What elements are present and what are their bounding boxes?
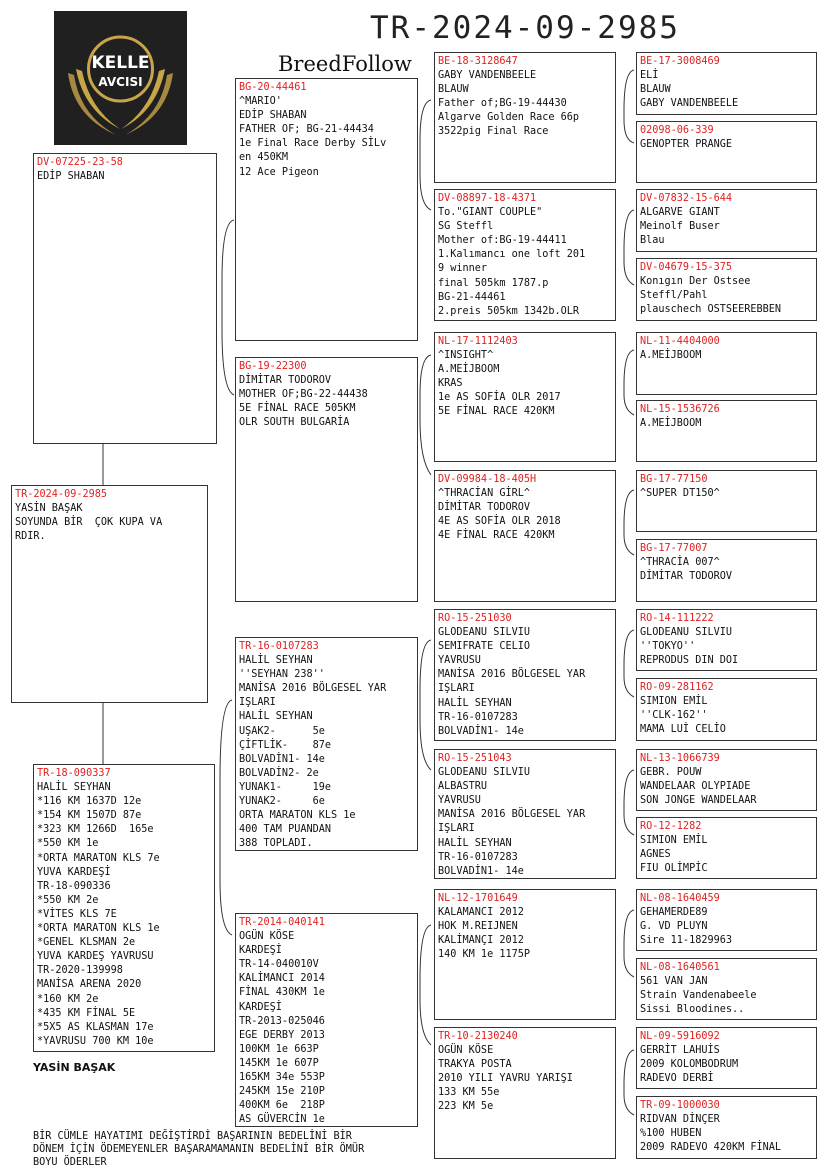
pigeon-info-line: 400 TAM PUANDAN [239, 824, 332, 836]
pigeon-info-line: GLODEANU SILVIU [438, 767, 531, 779]
pigeon-info-line: 5E FİNAL RACE 420KM [438, 406, 555, 418]
sire-box [33, 153, 217, 444]
pigeon-info-line: FİNAL 430KM 1e [239, 987, 325, 999]
pigeon-info-line: YAVRUSU [438, 655, 481, 667]
pigeon-info-line: ORTA MARATON KLS 1e [239, 810, 356, 822]
g3-pedigree-box [434, 189, 616, 321]
pigeon-info-line: GLODEANU SILVIU [640, 627, 733, 639]
pigeon-info-line: 2009 RADEVO 420KM FİNAL [640, 1142, 782, 1154]
pigeon-info-line: SIMION EMİL [640, 835, 708, 847]
logo-text-line2: AVCISI [98, 75, 143, 89]
pigeon-info-line: A.MEİJBOOM [640, 418, 702, 430]
pigeon-info-line: A.MEİJBOOM [640, 350, 702, 362]
pigeon-info-line: BOLVADİN2- 2e [239, 767, 319, 779]
pigeon-info-line: KALAMANCI 2012 [438, 907, 524, 919]
ring-number: BG-19-22300 [239, 361, 307, 372]
pigeon-info-line: TR-14-040010V [239, 959, 319, 971]
pigeon-info-line: 1e Final Race Derby SİLv [239, 138, 387, 150]
pigeon-info-line: ''SEYHAN 238'' [239, 669, 325, 681]
ring-number: NL-08-1640459 [640, 893, 720, 904]
pigeon-info-line: YAVRUSU [438, 795, 481, 807]
pigeon-info-line: A.MEİJBOOM [438, 364, 500, 376]
pigeon-info-line: 1.Kalımancı one loft 201 [438, 249, 586, 261]
ring-number: NL-12-1701649 [438, 893, 518, 904]
site-name: BreedFollow [278, 52, 412, 76]
g4-pedigree-box [636, 889, 817, 951]
g3-pedigree-box [434, 470, 616, 602]
pigeon-info-line: AS GÜVERCİN 1e [239, 1114, 325, 1126]
pigeon-info-line: GENOPTER PRANGE [640, 139, 733, 151]
pigeon-info-line: ALBASTRU [438, 781, 488, 793]
ring-number: NL-15-1536726 [640, 404, 720, 415]
ring-number: BE-17-3008469 [640, 56, 720, 67]
pigeon-info-line: EGE DERBY 2013 [239, 1029, 325, 1041]
pigeon-info-line: HALİL SEYHAN [438, 837, 512, 849]
pigeon-info-line: BOLVADİN1- 14e [239, 753, 325, 765]
pigeon-info-line: 561 VAN JAN [640, 976, 708, 988]
ring-number: BG-17-77007 [640, 543, 708, 554]
pigeon-info-line: 9 winner [438, 263, 488, 275]
pigeon-info-line: *323 KM 1266D 165e [37, 824, 154, 836]
pigeon-info-line: ALGARVE GIANT [640, 207, 720, 219]
pigeon-info-line: Algarve Golden Race 66p [438, 112, 580, 124]
g4-pedigree-box [636, 539, 817, 602]
g4-pedigree-box [636, 189, 817, 252]
ring-number: TR-09-1000030 [640, 1100, 720, 1111]
g4-pedigree-box [636, 678, 817, 741]
dam-box [33, 764, 215, 1052]
ring-number: BG-20-44461 [239, 82, 307, 93]
pigeon-info-line: EDİP SHABAN [37, 171, 105, 183]
pigeon-info-line: YUNAK2- 6e [239, 796, 325, 808]
ring-number: RO-09-281162 [640, 682, 714, 693]
pigeon-info-line: 4E FİNAL RACE 420KM [438, 530, 555, 542]
pigeon-info-line: G. VD PLUYN [640, 921, 708, 933]
pigeon-info-line: ÇİFTLİK- 87e [239, 739, 332, 751]
pigeon-info-line: MAMA LUİ CELİO [640, 724, 726, 736]
pigeon-info-line: SIMION EMİL [640, 696, 708, 708]
pigeon-info-line: *5X5 AS KLASMAN 17e [37, 1021, 154, 1033]
ring-number: TR-2024-09-2985 [15, 489, 108, 500]
pigeon-info-line: 400KM 6e 218P [239, 1100, 325, 1112]
pigeon-info-line: 2009 KOLOMBODRUM [640, 1059, 739, 1071]
pigeon-info-line: BOLVADİN1- 14e [438, 725, 524, 737]
pigeon-info-line: MANİSA 2016 BÖLGESEL YAR [438, 669, 586, 681]
pigeon-info-line: WANDELAAR OLYPIADE [640, 781, 751, 793]
pigeon-info-line: Sire 11-1829963 [640, 935, 733, 947]
pigeon-info-line: UŞAK2- 5e [239, 725, 325, 737]
pigeon-info-line: *550 KM 2e [37, 894, 99, 906]
pigeon-info-line: Meinolf Buser [640, 221, 720, 233]
kelle-avcisi-logo [54, 11, 187, 145]
pigeon-info-line: 3522pig Final Race [438, 126, 549, 138]
pigeon-info-line: TR-18-090336 [37, 880, 111, 892]
pigeon-info-line: BG-21-44461 [438, 291, 506, 303]
ring-number: NL-13-1066739 [640, 753, 720, 764]
quote-line: BİR CÜMLE HAYATIMI DEĞİŞTİRDİ BAŞARININ BEDELİNİ BİR [33, 1131, 352, 1142]
pigeon-info-line: GERRİT LAHUİS [640, 1045, 720, 1057]
pigeon-info-line: TR-16-0107283 [438, 711, 518, 723]
pigeon-info-line: RADEVO DERBİ [640, 1073, 714, 1085]
pigeon-info-line: IŞLARI [438, 683, 475, 695]
g4-pedigree-box [636, 609, 817, 671]
pigeon-info-line: MANİSA ARENA 2020 [37, 979, 142, 991]
pigeon-info-line: GABY VANDENBEELE [640, 98, 739, 110]
ring-number: DV-07832-15-644 [640, 193, 733, 204]
pigeon-info-line: KARDEŞİ [239, 1001, 282, 1013]
pigeon-info-line: GLODEANU SILVIU [438, 627, 531, 639]
g4-pedigree-box [636, 958, 817, 1020]
pigeon-info-line: 2.preis 505km 1342b.OLR [438, 305, 580, 317]
pigeon-info-line: Blau [640, 235, 665, 247]
pigeon-info-line: *160 KM 2e [37, 993, 99, 1005]
pigeon-info-line: MOTHER OF;BG-22-44438 [239, 389, 368, 401]
pigeon-info-line: AGNES [640, 849, 671, 861]
pigeon-info-line: Konıgın Der Ostsee [640, 276, 751, 288]
owner-name: YASİN BAŞAK [33, 1061, 116, 1074]
pigeon-info-line: SON JONGE WANDELAAR [640, 795, 757, 807]
pigeon-info-line: 2010 YILI YAVRU YARIŞI [438, 1073, 573, 1085]
pigeon-info-line: 4E AS SOFİA OLR 2018 [438, 516, 561, 528]
ring-number: BE-18-3128647 [438, 56, 518, 67]
pigeon-info-line: HALİL SEYHAN [37, 782, 111, 794]
pigeon-info-line: %100 HUBEN [640, 1128, 702, 1140]
granddam-maternal-box [235, 913, 418, 1127]
ring-number: RO-15-251043 [438, 753, 512, 764]
pigeon-info-line: ''CLK-162'' [640, 710, 708, 722]
g3-pedigree-box [434, 332, 616, 462]
pigeon-info-line: ELİ [640, 70, 659, 82]
pigeon-info-line: GEHAMERDE89 [640, 907, 708, 919]
ring-number: RO-12-1282 [640, 821, 702, 832]
pigeon-info-line: To."GIANT COUPLE" [438, 207, 543, 219]
ring-number: TR-18-090337 [37, 768, 111, 779]
pigeon-info-line: 133 KM 55e [438, 1087, 500, 1099]
ring-number: DV-08897-18-4371 [438, 193, 537, 204]
pigeon-info-line: DİMİTAR TODOROV [239, 375, 332, 387]
pigeon-info-line: HALİL SEYHAN [239, 711, 313, 723]
footer-quote [33, 1130, 423, 1169]
ring-number: NL-11-4404000 [640, 336, 720, 347]
granddam-paternal-box [235, 357, 418, 602]
pigeon-info-line: BLAUW [640, 84, 671, 96]
pigeon-info-line: 223 KM 5e [438, 1101, 494, 1113]
pigeon-info-line: YASİN BAŞAK [15, 503, 83, 515]
pigeon-info-line: TRAKYA POSTA [438, 1059, 512, 1071]
pigeon-info-line: 165KM 34e 553P [239, 1072, 325, 1084]
ring-number: 02098-06-339 [640, 125, 714, 136]
pigeon-info-line: Strain Vandenabeele [640, 990, 757, 1002]
pigeon-info-line: YUVA KARDEŞ YAVRUSU [37, 951, 154, 963]
g4-pedigree-box [636, 1096, 817, 1159]
quote-line: DÖNEM İÇİN ÖDEMEYENLER BAŞARAMAMANIN BEDELİNİ BİR ÖMÜR [33, 1144, 365, 1155]
pigeon-info-line: *YAVRUSU 700 KM 10e [37, 1035, 154, 1047]
pigeon-info-line: OLR SOUTH BULGARİA [239, 417, 350, 429]
pigeon-info-line: final 505km 1787.p [438, 277, 549, 289]
ring-number: NL-17-1112403 [438, 336, 518, 347]
pigeon-info-line: 1e AS SOFİA OLR 2017 [438, 392, 561, 404]
pigeon-info-line: 140 KM 1e 1175P [438, 949, 531, 961]
pigeon-info-line: SG Steffl [438, 221, 494, 233]
ring-number: RO-14-111222 [640, 613, 714, 624]
g3-pedigree-box [434, 889, 616, 1020]
pigeon-info-line: *GENEL KLSMAN 2e [37, 937, 136, 949]
pigeon-info-line: TR-16-0107283 [438, 851, 518, 863]
g4-pedigree-box [636, 332, 817, 395]
ring-number: RO-15-251030 [438, 613, 512, 624]
pigeon-info-line: *435 KM FİNAL 5E [37, 1007, 136, 1019]
pigeon-info-line: BOLVADİN1- 14e [438, 865, 524, 877]
pigeon-info-line: *ORTA MARATON KLS 1e [37, 923, 160, 935]
pigeon-info-line: *VİTES KLS 7E [37, 908, 117, 920]
pigeon-info-line: HALİL SEYHAN [438, 697, 512, 709]
subject-box [11, 485, 208, 703]
ring-number: TR-2014-040141 [239, 917, 325, 928]
ring-number: TR-10-2130240 [438, 1031, 518, 1042]
pigeon-info-line: SOYUNDA BİR ÇOK KUPA VA [15, 517, 163, 529]
pigeon-info-line: TR-2013-025046 [239, 1015, 325, 1027]
pigeon-info-line: ''TOKYO'' [640, 641, 696, 653]
pigeon-info-line: 145KM 1e 607P [239, 1057, 319, 1069]
ring-number: BG-17-77150 [640, 474, 708, 485]
pigeon-info-line: Mother of:BG-19-44411 [438, 235, 567, 247]
g3-pedigree-box [434, 52, 616, 183]
g4-pedigree-box [636, 52, 817, 115]
g4-pedigree-box [636, 258, 817, 321]
ring-number: DV-04679-15-375 [640, 262, 733, 273]
ring-number: NL-09-5916092 [640, 1031, 720, 1042]
pigeon-info-line: IŞLARI [438, 823, 475, 835]
pigeon-info-line: DİMİTAR TODOROV [640, 571, 733, 583]
pigeon-info-line: RIDVAN DİNÇER [640, 1114, 720, 1126]
pigeon-info-line: 12 Ace Pigeon [239, 166, 319, 178]
grandsire-paternal-box [235, 78, 418, 341]
pigeon-info-line: GEBR. POUW [640, 767, 702, 779]
quote-line: BOYU ÖDERLER [33, 1157, 107, 1168]
pigeon-info-line: 5E FİNAL RACE 505KM [239, 403, 356, 415]
g4-pedigree-box [636, 470, 817, 532]
pigeon-info-line: *ORTA MARATON KLS 7e [37, 852, 160, 864]
logo-text-line1: KELLE [91, 53, 150, 73]
pigeon-info-line: HALİL SEYHAN [239, 655, 313, 667]
g3-pedigree-box [434, 609, 616, 741]
pigeon-info-line: 100KM 1e 663P [239, 1043, 319, 1055]
winged-logo-icon [54, 11, 187, 145]
pigeon-info-line: IŞLARI [239, 697, 276, 709]
pigeon-info-line: KRAS [438, 378, 463, 390]
ring-number: DV-07225-23-58 [37, 157, 123, 168]
pigeon-info-line: MANİSA 2016 BÖLGESEL YAR [239, 683, 387, 695]
pigeon-info-line: GABY VANDENBEELE [438, 70, 537, 82]
pigeon-info-line: YUNAK1- 19e [239, 781, 332, 793]
pigeon-info-line: SEMIFRATE CELIO [438, 641, 531, 653]
pigeon-info-line: TR-2020-139998 [37, 965, 123, 977]
g4-pedigree-box [636, 121, 817, 183]
pigeon-info-line: HOK M.REIJNEN [438, 921, 518, 933]
g4-pedigree-box [636, 817, 817, 879]
pigeon-info-line: en 450KM [239, 152, 289, 164]
pigeon-info-line: OGÜN KÖSE [438, 1045, 494, 1057]
pigeon-info-line: RDIR. [15, 531, 46, 543]
g4-pedigree-box [636, 1027, 817, 1089]
g3-pedigree-box [434, 749, 616, 879]
pigeon-info-line: KALİMANÇI 2012 [438, 935, 524, 947]
pigeon-info-line: BLAUW [438, 84, 469, 96]
pigeon-info-line: FIU OLİMPİC [640, 863, 708, 875]
pigeon-info-line: KALİMANCI 2014 [239, 973, 325, 985]
pigeon-info-line: Father of;BG-19-44430 [438, 98, 567, 110]
g4-pedigree-box [636, 400, 817, 462]
ring-number: DV-09984-18-405H [438, 474, 537, 485]
pigeon-info-line: DİMİTAR TODOROV [438, 502, 531, 514]
pigeon-info-line: ^THRACİAN GİRL^ [438, 488, 531, 500]
g3-pedigree-box [434, 1027, 616, 1159]
pigeon-info-line: *154 KM 1507D 87e [37, 810, 142, 822]
pigeon-info-line: *550 KM 1e [37, 838, 99, 850]
pigeon-info-line: Steffl/Pahl [640, 290, 708, 302]
g4-pedigree-box [636, 749, 817, 811]
pigeon-info-line: FATHER OF; BG-21-44434 [239, 124, 374, 136]
pigeon-info-line: 245KM 15e 210P [239, 1086, 325, 1098]
pedigree-id-title: TR-2024-09-2985 [370, 10, 680, 46]
pigeon-info-line: ^INSIGHT^ [438, 350, 494, 362]
pigeon-info-line: Sissi Bloodines.. [640, 1004, 745, 1016]
pigeon-info-line: plauschech OSTSEEREBBEN [640, 304, 782, 316]
pigeon-info-line: ^THRACİA 007^ [640, 557, 720, 569]
ring-number: TR-16-0107283 [239, 641, 319, 652]
pigeon-info-line: MANİSA 2016 BÖLGESEL YAR [438, 809, 586, 821]
pigeon-info-line: ^MARIO' [239, 96, 282, 108]
ring-number: NL-08-1640561 [640, 962, 720, 973]
pigeon-info-line: *116 KM 1637D 12e [37, 796, 142, 808]
pigeon-info-line: ^SUPER DT150^ [640, 488, 720, 500]
pigeon-info-line: EDİP SHABAN [239, 110, 307, 122]
pigeon-info-line: REPRODUS DIN DOI [640, 655, 739, 667]
pigeon-info-line: OGÜN KÖSE [239, 931, 295, 943]
pigeon-info-line: KARDEŞİ [239, 945, 282, 957]
grandsire-maternal-box [235, 637, 418, 851]
pigeon-info-line: YUVA KARDEŞİ [37, 866, 111, 878]
pigeon-info-line: 388 TOPLADI. [239, 838, 313, 850]
